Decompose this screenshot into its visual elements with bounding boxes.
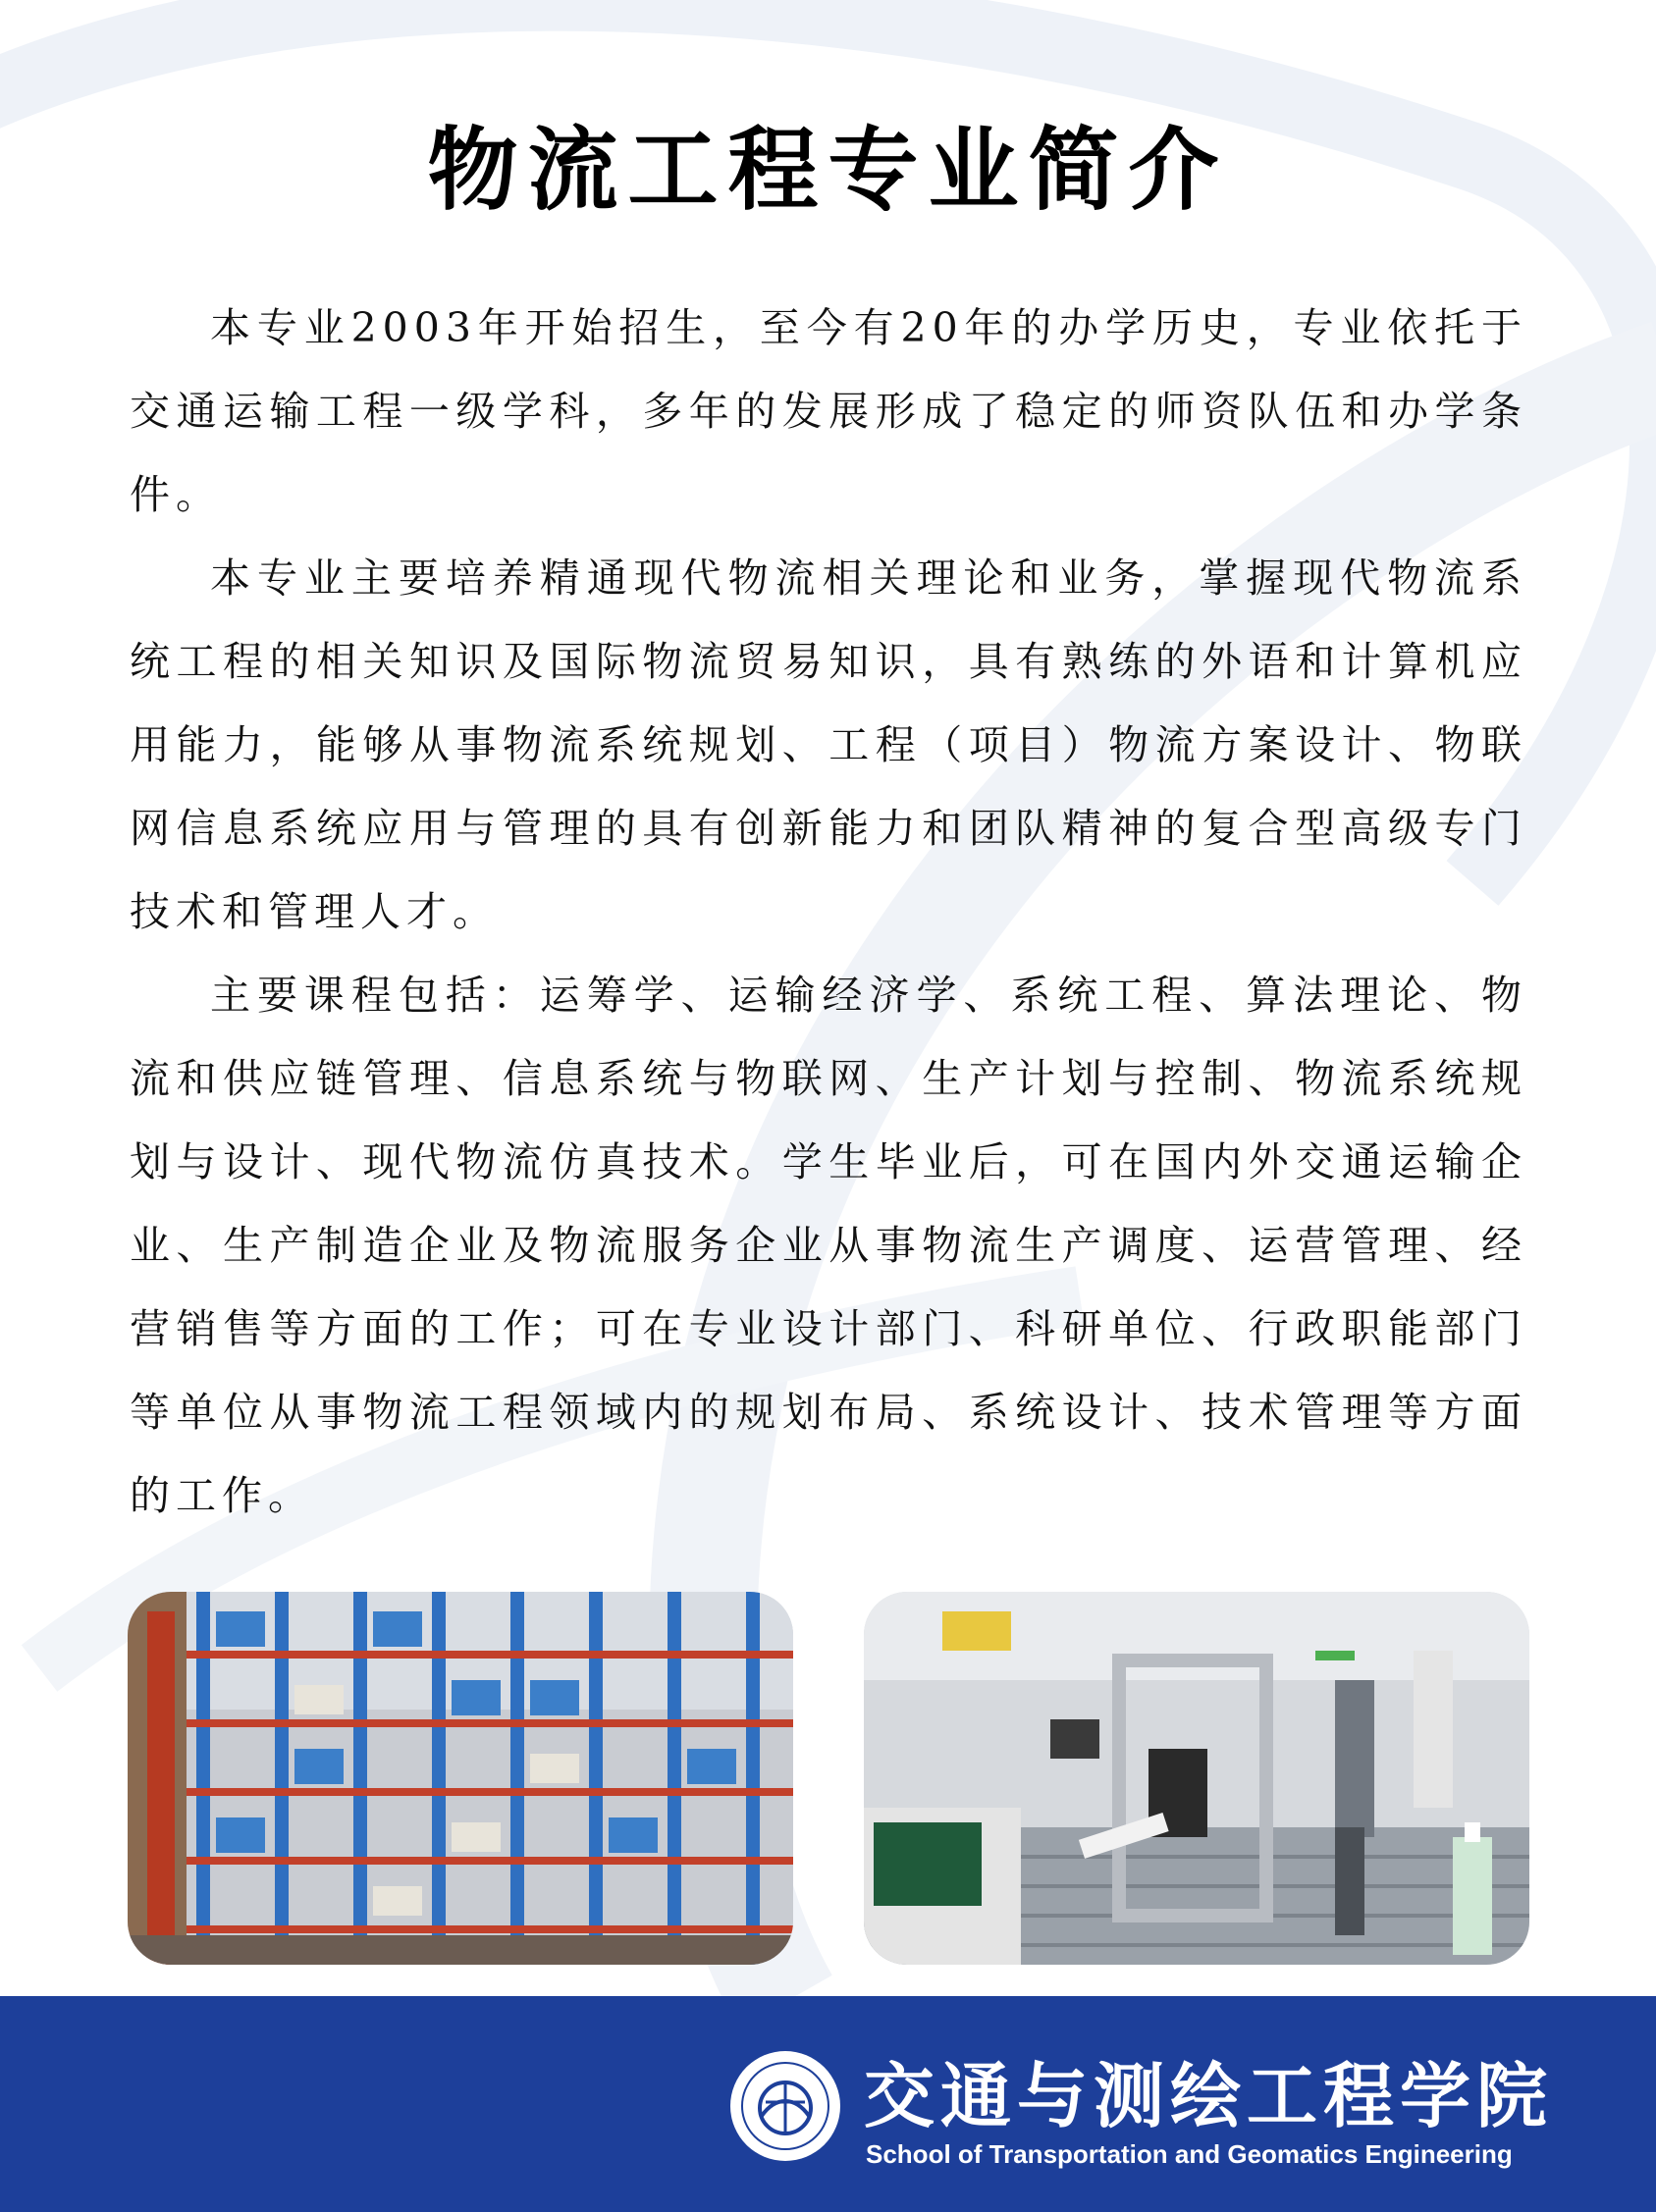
footer-banner bbox=[0, 1996, 1656, 2212]
college-name-cn: 交通与测绘工程学院 bbox=[864, 2055, 1554, 2137]
page-title: 物流工程专业简介 bbox=[427, 118, 1229, 223]
intro-text bbox=[130, 287, 1527, 1538]
paragraph-courses-careers: 主要课程包括：运筹学、运输经济学、系统工程、算法理论、物流和供应链管理、信息系统与物联网、生产计划与控制、物流系统规划与设计、现代物流仿真技术。学生毕业后，可在国内外交通运输企业、生产制造企业及物流服务企业从事物流生产调度、运营管理、经营销售等方面的工作；可在专业设计部门、科研单位、行政职能部门等单位从事物流工程领域内的规划布局、系统设计、技术管理等方面的工作。 bbox=[130, 972, 1527, 1519]
paragraph-history: 本专业2003年开始招生，至今有20年的办学历史，专业依托于交通运输工程一级学科，多年的发展形成了稳定的师资队伍和办学条件。 bbox=[130, 304, 1527, 518]
college-seal-icon bbox=[726, 2047, 844, 2165]
photo-row bbox=[0, 1592, 1656, 1965]
warehouse-shelving-photo bbox=[128, 1592, 793, 1965]
college-name-en: School of Transportation and Geomatics Engineering bbox=[866, 2139, 1513, 2169]
paragraph-objectives: 本专业主要培养精通现代物流相关理论和业务，掌握现代物流系统工程的相关知识及国际物流贸易知识，具有熟练的外语和计算机应用能力，能够从事物流系统规划、工程（项目）物流方案设计、物联网信息系统应用与管理的具有创新能力和团队精神的复合型高级专门技术和管理人才。 bbox=[130, 554, 1527, 935]
automation-equipment-photo bbox=[864, 1592, 1529, 1965]
